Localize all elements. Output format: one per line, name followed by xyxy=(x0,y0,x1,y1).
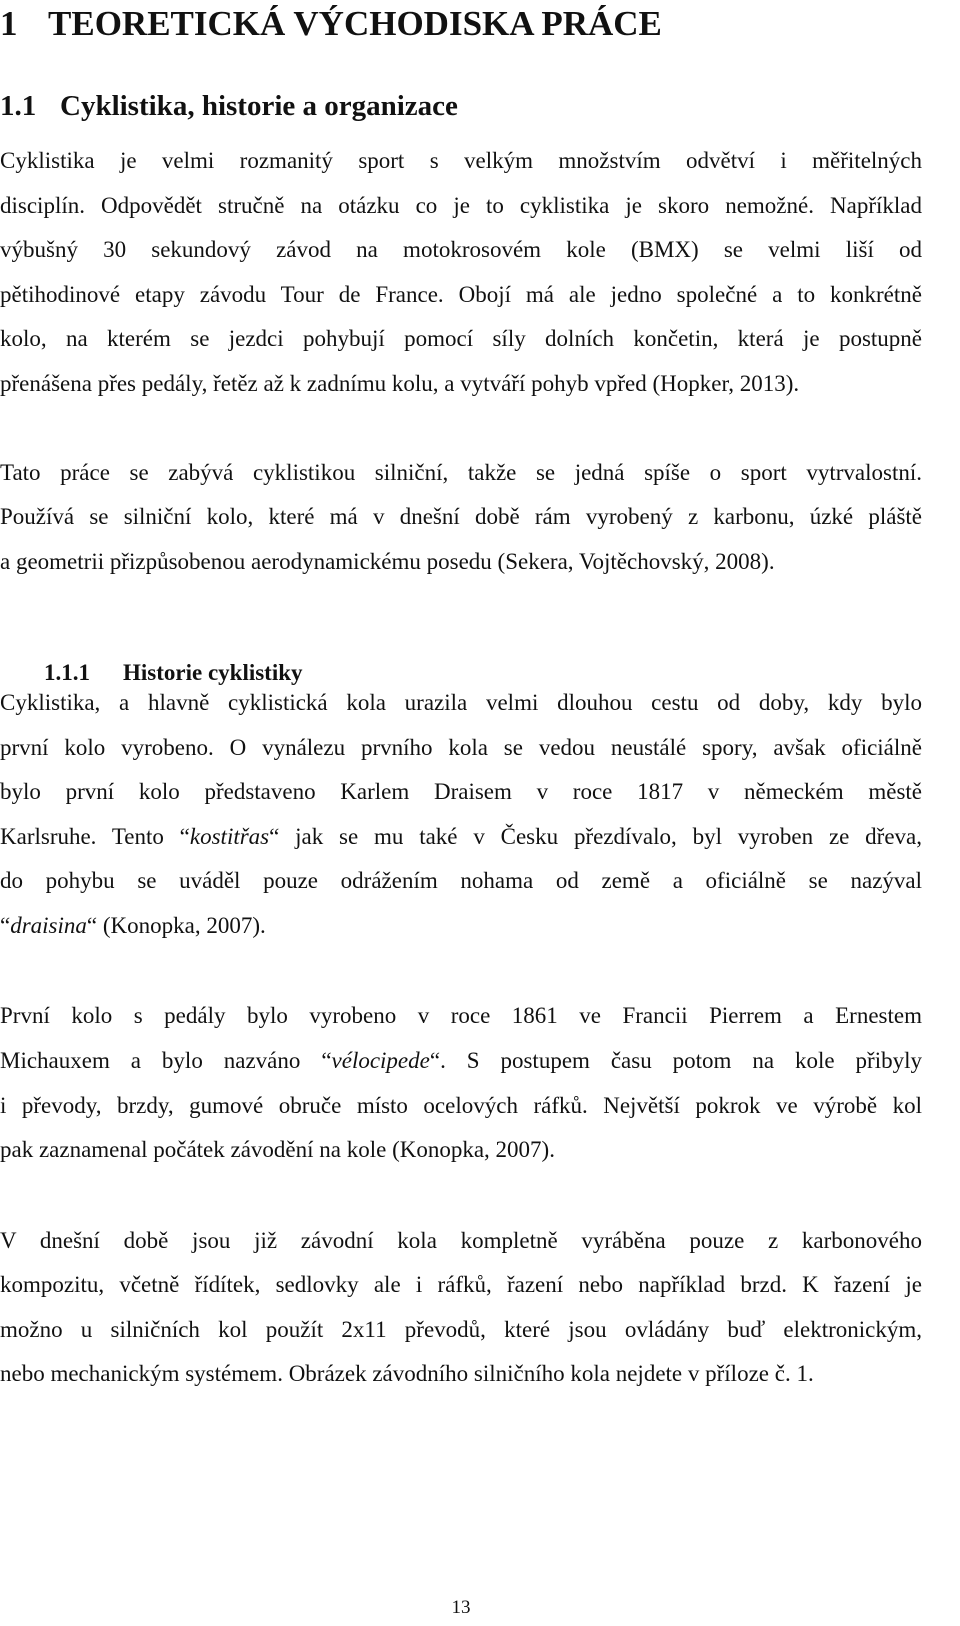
chapter-title: TEORETICKÁ VÝCHODISKA PRÁCE xyxy=(48,4,662,43)
text-line xyxy=(0,911,922,941)
text-line: kolo, na kterém se jezdci pohybují pomocí síly dolních končetin, která je postupně xyxy=(0,326,922,351)
text-line: i převody, brzdy, gumové obruče místo ocelových ráfků. Největší pokrok ve výrobě kol xyxy=(0,1093,922,1118)
text-line: Cyklistika je velmi rozmanitý sport s velkým množstvím odvětví i měřitelných xyxy=(0,148,922,173)
text-line: pětihodinové etapy závodu Tour de France. Obojí má ale jedno společné a to konkrétně xyxy=(0,282,922,307)
page-number: 13 xyxy=(451,1597,471,1618)
text-run: “. S postupem času potom na kole přibyly xyxy=(429,1048,922,1073)
italic-term: kostitřas xyxy=(189,824,270,849)
section-heading xyxy=(0,86,458,126)
text-line: V dnešní době jsou již závodní kola kompletně vyráběna pouze z karbonového xyxy=(0,1228,922,1253)
text-line: Tato práce se zabývá cyklistikou silniční, takže se jedná spíše o sport vytrvalostní. xyxy=(0,460,922,485)
text-line: disciplín. Odpovědět stručně na otázku co je to cyklistika je skoro nemožné. Například xyxy=(0,193,922,218)
section-number: 1.1 xyxy=(0,90,37,122)
text-line: nebo mechanickým systémem. Obrázek závodního silničního kola nejdete v příloze č. 1. xyxy=(0,1361,814,1386)
italic-term: vélocipede xyxy=(331,1048,430,1073)
text-line: Cyklistika, a hlavně cyklistická kola urazila velmi dlouhou cestu od doby, kdy bylo xyxy=(0,690,922,715)
text-run: Karlsruhe. Tento “ xyxy=(0,824,190,849)
section-title: Cyklistika, historie a organizace xyxy=(60,90,458,122)
text-line: bylo první kolo představeno Karlem Draisem v roce 1817 v německém městě xyxy=(0,779,922,804)
text-line: první kolo vyrobeno. O vynálezu prvního kola se vedou neustálé spory, avšak oficiálně xyxy=(0,735,922,760)
text-run: “ xyxy=(0,913,11,938)
text-line: výbušný 30 sekundový závod na motokrosovém kole (BMX) se velmi liší od xyxy=(0,237,922,262)
text-run: Michauxem a bylo nazváno “ xyxy=(0,1048,332,1073)
text-line: a geometrii přizpůsobenou aerodynamickému posedu (Sekera, Vojtěchovský, 2008). xyxy=(0,549,775,574)
text-line: přenášena přes pedály, řetěz až k zadnímu kolu, a vytváří pohyb vpřed (Hopker, 2013). xyxy=(0,371,800,396)
text-line xyxy=(0,822,922,852)
text-run: “ jak se mu také v Česku přezdívalo, byl vyroben ze dřeva, xyxy=(269,824,922,849)
chapter-number: 1 xyxy=(0,4,18,43)
subsection-heading xyxy=(44,657,303,689)
text-line: První kolo s pedály bylo vyrobeno v roce 1861 ve Francii Pierrem a Ernestem xyxy=(0,1003,922,1028)
italic-term: draisina xyxy=(10,913,87,938)
chapter-heading xyxy=(0,0,662,48)
subsection-title: Historie cyklistiky xyxy=(123,660,303,685)
text-line: do pohybu se uváděl pouze odrážením nohama od země a oficiálně se nazýval xyxy=(0,868,922,893)
text-line xyxy=(0,1046,922,1076)
text-line: Používá se silniční kolo, které má v dnešní době rám vyrobený z karbonu, úzké pláště xyxy=(0,504,922,529)
subsection-number: 1.1.1 xyxy=(44,660,90,685)
text-run: “ (Konopka, 2007). xyxy=(86,913,266,938)
text-line: kompozitu, včetně řídítek, sedlovky ale i ráfků, řazení nebo například brzd. K řazení je xyxy=(0,1272,922,1297)
text-line: pak zaznamenal počátek závodění na kole (Konopka, 2007). xyxy=(0,1137,555,1162)
text-line: možno u silničních kol použít 2x11 převodů, které jsou ovládány buď elektronickým, xyxy=(0,1317,922,1342)
